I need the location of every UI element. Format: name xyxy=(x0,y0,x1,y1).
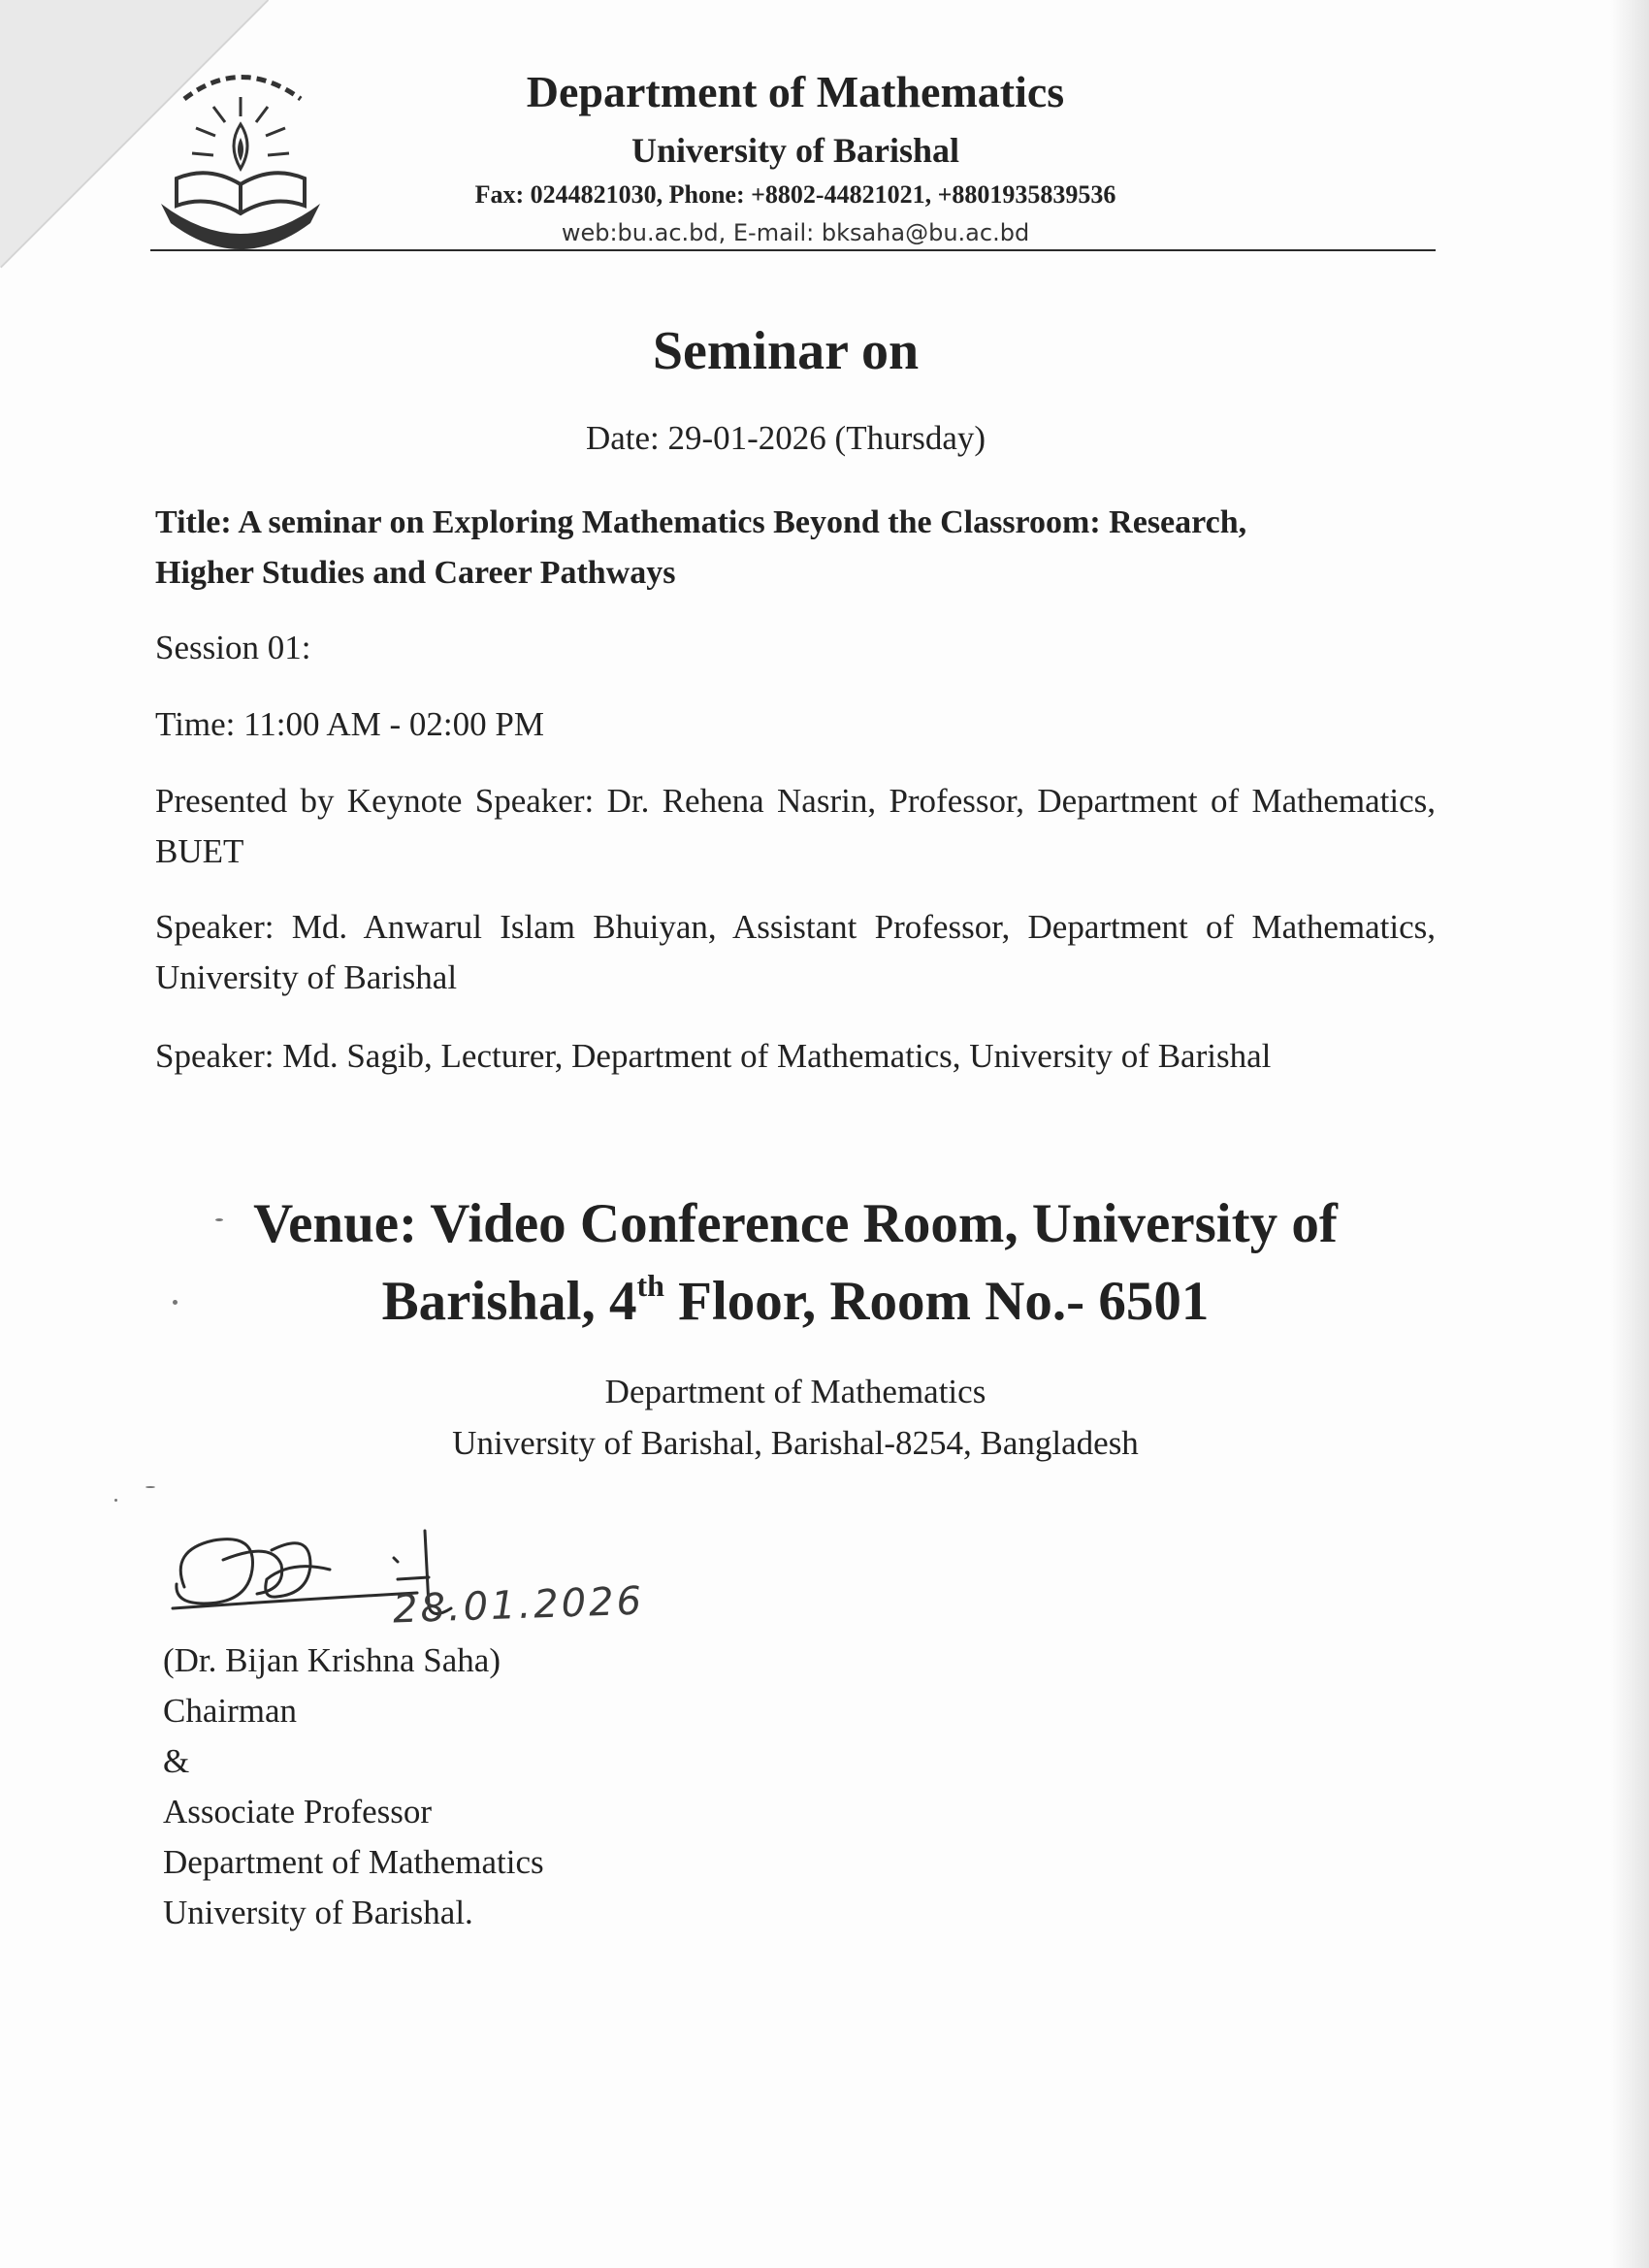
university-seal-icon xyxy=(155,60,325,254)
keynote-speaker: Presented by Keynote Speaker: Dr. Rehena Nasrin, Professor, Department of Mathematics, BUET xyxy=(155,782,1436,870)
scan-edge xyxy=(1610,0,1649,2268)
seminar-title-line1: Title: A seminar on Exploring Mathematics Beyond the Classroom: Research, xyxy=(155,504,1247,540)
speaker-2: Speaker: Md. Sagib, Lecturer, Department of Mathematics, University of Barishal xyxy=(155,1037,1272,1075)
seminar-date: Date: 29-01-2026 (Thursday) xyxy=(585,419,986,457)
speaker-1: Speaker: Md. Anwarul Islam Bhuiyan, Assistant Professor, Department of Mathematics, University of Barishal xyxy=(155,908,1436,996)
header-web-email: web:bu.ac.bd, E-mail: bksaha@bu.ac.bd xyxy=(561,219,1030,246)
signature-date: 28.01.2026 xyxy=(392,1578,645,1633)
signatory-ampersand: & xyxy=(163,1742,190,1780)
venue-line2-prefix: Barishal, 4 xyxy=(381,1271,637,1332)
header-department: Department of Mathematics xyxy=(526,67,1065,116)
seminar-title xyxy=(155,498,1436,599)
venue-floor-suffix: th xyxy=(636,1268,664,1303)
signatory-role-chairman: Chairman xyxy=(163,1692,298,1730)
scan-speck xyxy=(146,1486,155,1488)
session-time: Time: 11:00 AM - 02:00 PM xyxy=(155,705,544,743)
signatory-block xyxy=(163,1636,544,1938)
session-label: Session 01: xyxy=(155,629,311,666)
header-divider xyxy=(150,249,1436,251)
scan-speck xyxy=(114,1499,117,1502)
signatory-name: (Dr. Bijan Krishna Saha) xyxy=(163,1641,501,1679)
seminar-title-line2: Higher Studies and Career Pathways xyxy=(155,555,676,591)
signatory-role-professor: Associate Professor xyxy=(163,1793,433,1831)
seminar-heading: Seminar on xyxy=(652,321,920,381)
signatory-university: University of Barishal. xyxy=(163,1894,473,1931)
signatory-department: Department of Mathematics xyxy=(163,1843,544,1881)
venue-line2 xyxy=(165,1263,1426,1341)
header-contact: Fax: 0244821030, Phone: +8802-44821021, +8801935839536 xyxy=(474,180,1116,209)
footer-department: Department of Mathematics xyxy=(604,1373,986,1410)
scan-speck xyxy=(215,1218,223,1221)
scan-speck xyxy=(173,1300,178,1305)
venue-line2-suffix: Floor, Room No.- 6501 xyxy=(663,1271,1210,1332)
footer-address: University of Barishal, Barishal-8254, Bangladesh xyxy=(452,1424,1139,1462)
venue-line1: Venue: Video Conference Room, University of xyxy=(253,1193,1338,1254)
header-university: University of Barishal xyxy=(631,131,959,170)
venue xyxy=(165,1185,1426,1341)
